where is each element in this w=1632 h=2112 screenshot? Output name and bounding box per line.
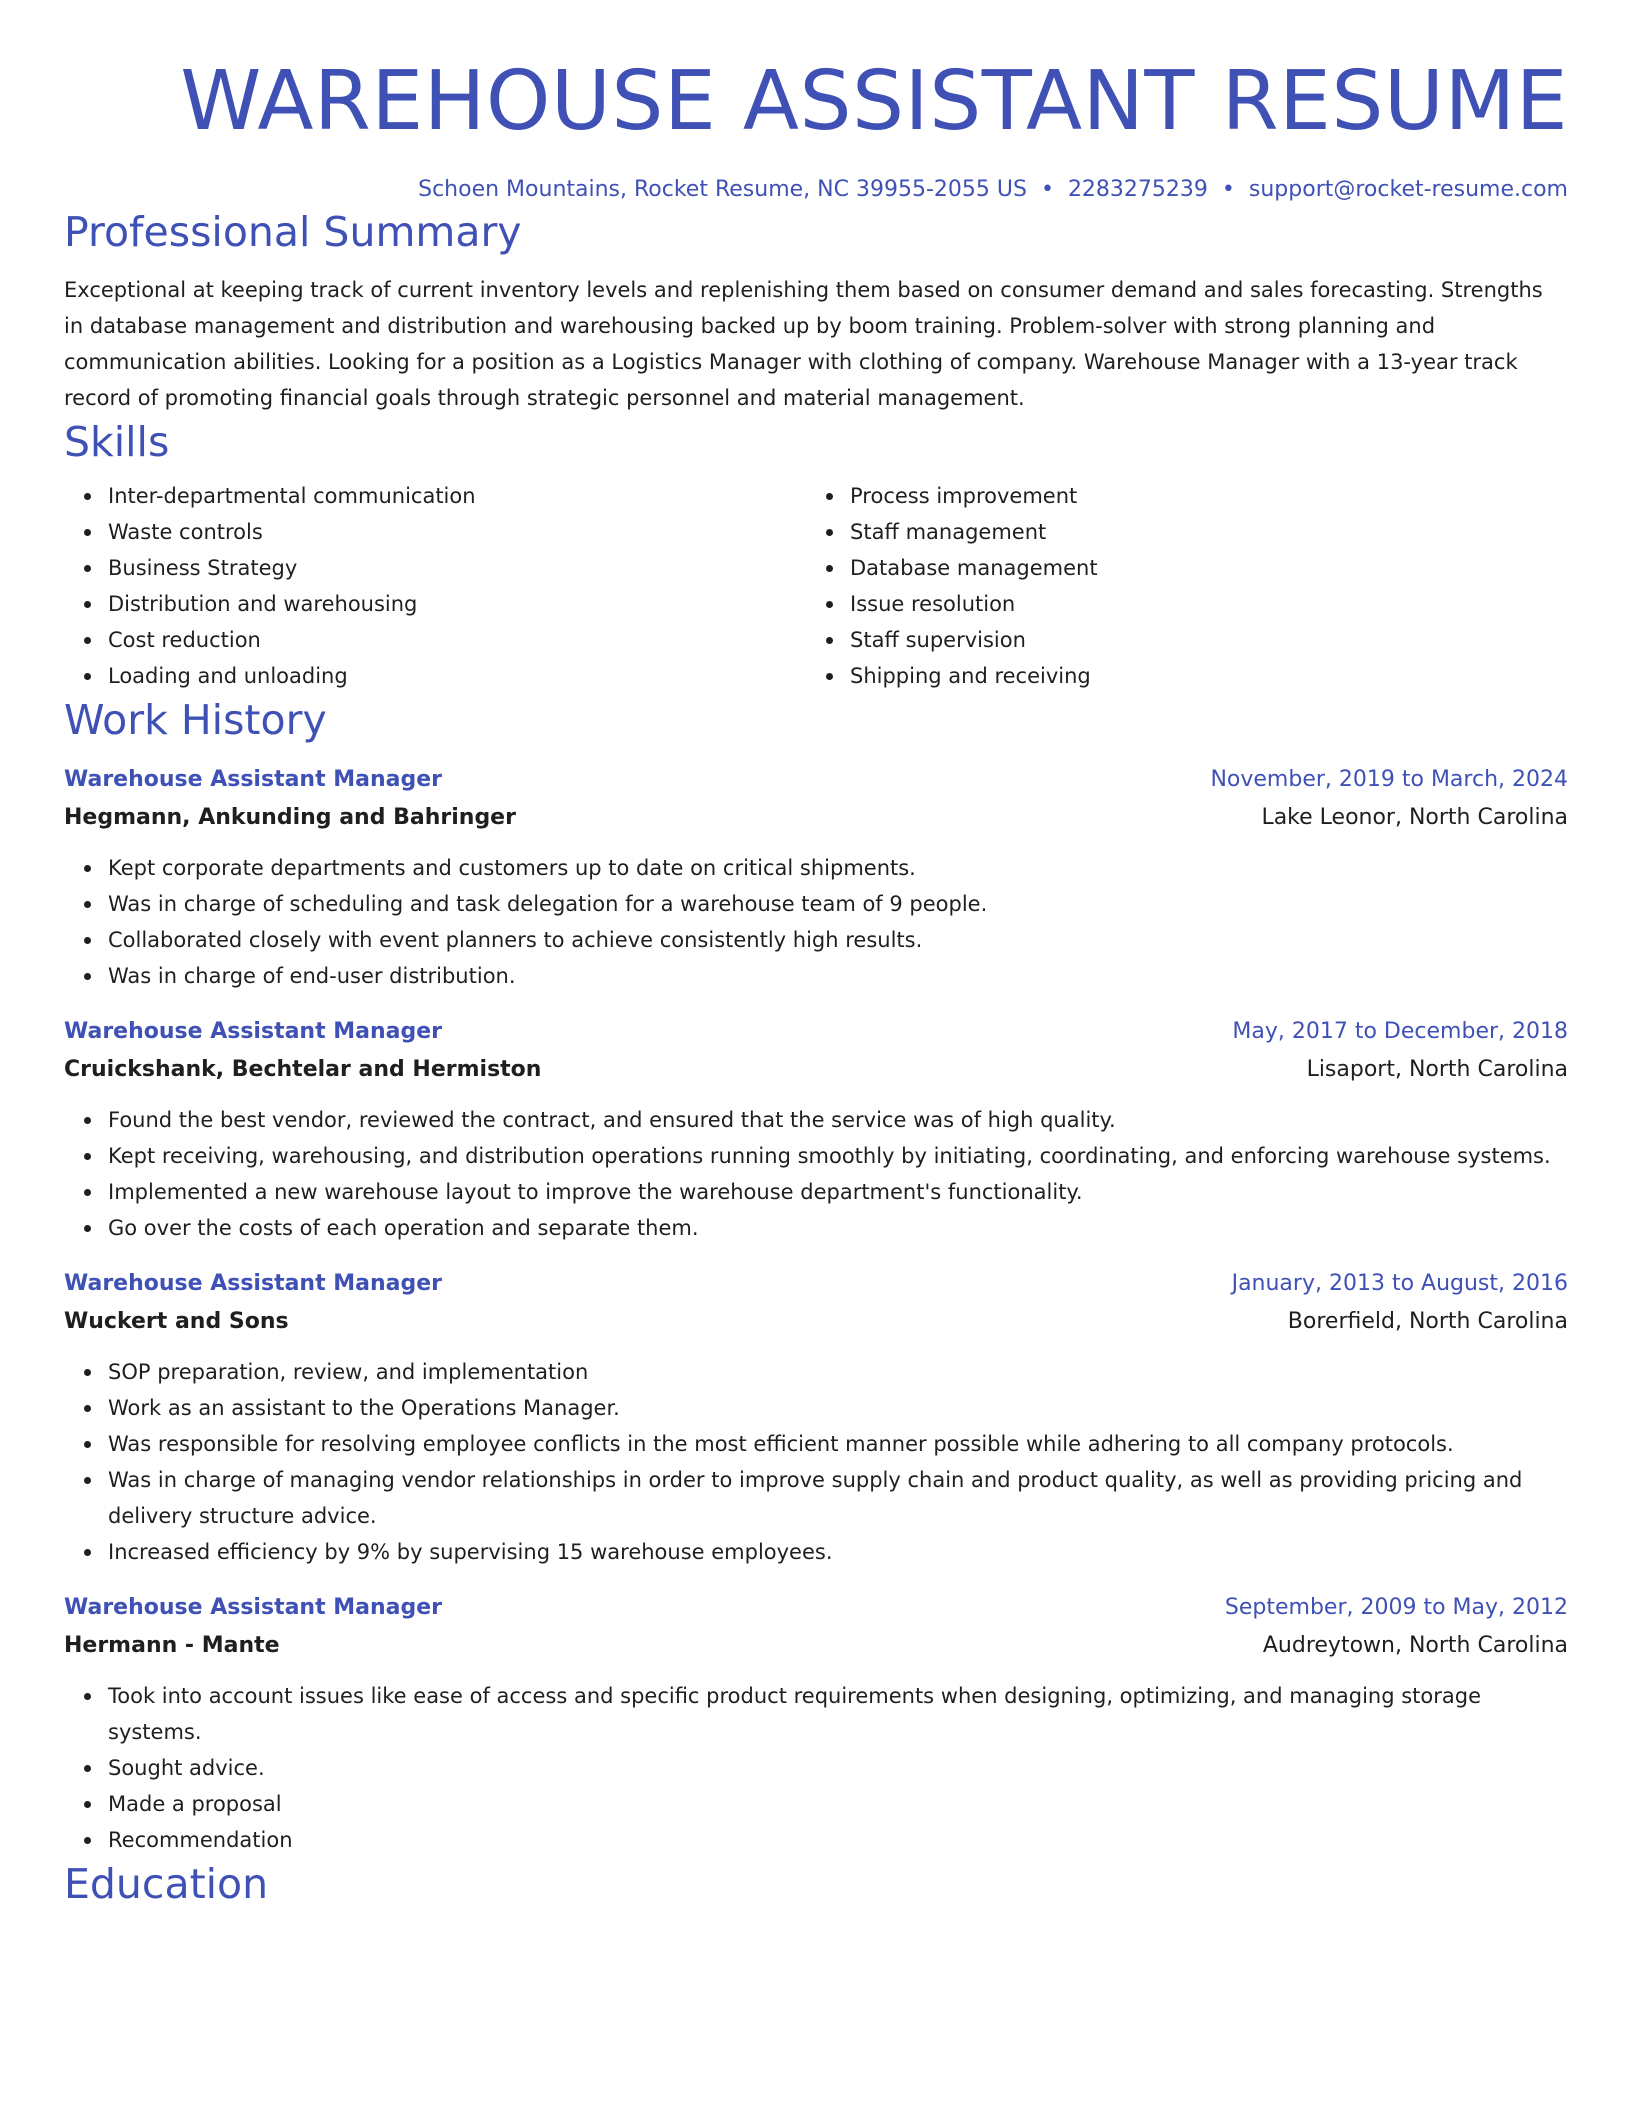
job-bullet: Was responsible for resolving employee conflicts in the most efficient manner possible while adhering to all company protocols.: [108, 1426, 1568, 1462]
company-name: Wuckert and Sons: [64, 1309, 289, 1334]
job-bullet: Took into account issues like ease of access and specific product requirements when designing, optimizing, and managing storage systems.: [108, 1678, 1568, 1750]
skill-item: Staff supervision: [850, 622, 1548, 658]
skill-item: Distribution and warehousing: [108, 586, 806, 622]
job-location: Audreytown, North Carolina: [1262, 1633, 1568, 1658]
skill-item: Database management: [850, 550, 1548, 586]
skills-column-right: [806, 478, 1548, 694]
skill-item: Cost reduction: [108, 622, 806, 658]
job-entry: [64, 1590, 1568, 1858]
contact-line: [64, 174, 1568, 206]
job-bullets: [64, 1354, 1568, 1570]
phone-text: 2283275239: [1067, 177, 1208, 202]
email-link[interactable]: support@rocket-resume.com: [1248, 177, 1568, 202]
job-title: Warehouse Assistant Manager: [64, 1595, 443, 1620]
skill-item: Business Strategy: [108, 550, 806, 586]
job-bullet: Found the best vendor, reviewed the contract, and ensured that the service was of high quality.: [108, 1102, 1568, 1138]
job-bullet: Kept corporate departments and customers up to date on critical shipments.: [108, 850, 1568, 886]
job-bullet: Recommendation: [108, 1822, 1568, 1858]
job-dates: May, 2017 to December, 2018: [1232, 1019, 1568, 1044]
job-title: Warehouse Assistant Manager: [64, 1019, 443, 1044]
job-location: Lake Leonor, North Carolina: [1261, 805, 1568, 830]
job-entry: [64, 1266, 1568, 1570]
job-bullets: [64, 850, 1568, 994]
company-name: Hegmann, Ankunding and Bahringer: [64, 805, 516, 830]
skill-item: Loading and unloading: [108, 658, 806, 694]
skill-item: Shipping and receiving: [850, 658, 1548, 694]
job-bullet: Increased efficiency by 9% by supervising 15 warehouse employees.: [108, 1534, 1568, 1570]
job-bullet: Was in charge of scheduling and task delegation for a warehouse team of 9 people.: [108, 886, 1568, 922]
job-bullet: Work as an assistant to the Operations Manager.: [108, 1390, 1568, 1426]
separator-dot: •: [1221, 177, 1235, 202]
job-bullet: Kept receiving, warehousing, and distribution operations running smoothly by initiating, coordinating, and enforcing warehouse systems.: [108, 1138, 1568, 1174]
resume-title: WAREHOUSE ASSISTANT RESUME: [180, 54, 1568, 149]
skills-column-left: [64, 478, 806, 694]
job-title: Warehouse Assistant Manager: [64, 1271, 443, 1296]
job-bullet: Sought advice.: [108, 1750, 1568, 1786]
job-bullet: Collaborated closely with event planners to achieve consistently high results.: [108, 922, 1568, 958]
section-title-summary: Professional Summary: [64, 208, 522, 256]
job-bullet: Was in charge of end-user distribution.: [108, 958, 1568, 994]
skill-item: Waste controls: [108, 514, 806, 550]
section-title-work-history: Work History: [64, 696, 327, 744]
work-history-list: [64, 762, 1568, 1858]
job-dates: November, 2019 to March, 2024: [1210, 767, 1568, 792]
skills-list: [64, 478, 1568, 694]
company-name: Cruickshank, Bechtelar and Hermiston: [64, 1057, 542, 1082]
job-entry: [64, 1014, 1568, 1246]
section-title-education: Education: [64, 1860, 269, 1908]
job-dates: January, 2013 to August, 2016: [1231, 1271, 1568, 1296]
job-dates: September, 2009 to May, 2012: [1224, 1595, 1568, 1620]
skill-item: Issue resolution: [850, 586, 1548, 622]
section-title-skills: Skills: [64, 418, 170, 466]
job-title: Warehouse Assistant Manager: [64, 767, 443, 792]
job-bullet: Implemented a new warehouse layout to improve the warehouse department's functionality.: [108, 1174, 1568, 1210]
skill-item: Inter-departmental communication: [108, 478, 806, 514]
job-bullet: Go over the costs of each operation and separate them.: [108, 1210, 1568, 1246]
job-bullet: SOP preparation, review, and implementation: [108, 1354, 1568, 1390]
job-entry: [64, 762, 1568, 994]
address-text: Schoen Mountains, Rocket Resume, NC 39955-2055 US: [418, 177, 1027, 202]
skill-item: Staff management: [850, 514, 1548, 550]
job-bullet: Made a proposal: [108, 1786, 1568, 1822]
summary-text: Exceptional at keeping track of current inventory levels and replenishing them based on consumer demand and sales forecasting. Strengths in database management and distribution and warehousing backed up by boom training. Problem-solver with strong planning and communication abilities. Looking for a position as a Logistics Manager with clothing of company. Warehouse Manager with a 13-year track record of promoting financial goals through strategic personnel and material management.: [64, 278, 1543, 410]
skill-item: Process improvement: [850, 478, 1548, 514]
job-bullet: Was in charge of managing vendor relationships in order to improve supply chain and product quality, as well as providing pricing and delivery structure advice.: [108, 1462, 1568, 1534]
job-bullets: [64, 1678, 1568, 1858]
separator-dot: •: [1040, 177, 1054, 202]
job-location: Lisaport, North Carolina: [1306, 1057, 1568, 1082]
job-bullets: [64, 1102, 1568, 1246]
company-name: Hermann - Mante: [64, 1633, 280, 1658]
job-location: Borerfield, North Carolina: [1287, 1309, 1568, 1334]
